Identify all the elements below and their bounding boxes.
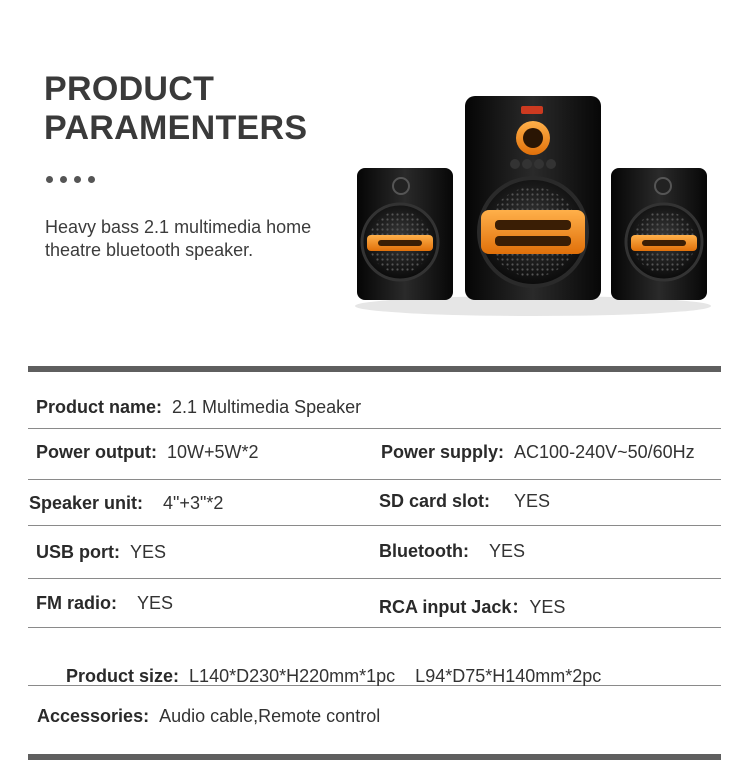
spec-value: 2.1 Multimedia Speaker	[172, 397, 362, 417]
spec-label: Bluetooth:	[379, 541, 469, 561]
spec-power-output	[36, 442, 259, 463]
title-line-2: PARAMENTERS	[44, 109, 308, 147]
spec-accessories	[37, 706, 380, 727]
spec-power-supply	[381, 442, 695, 463]
spec-table	[28, 366, 721, 760]
spec-rca-input	[379, 593, 565, 619]
spec-label: Accessories:	[37, 706, 150, 726]
spec-row	[28, 372, 721, 429]
dot-icon	[60, 176, 67, 183]
spec-value: L140*D230*H220mm*1pc L94*D75*H140mm*2pc	[189, 666, 602, 686]
spec-value: Audio cable,Remote control	[159, 706, 381, 726]
dot-icon	[74, 176, 81, 183]
spec-speaker-unit	[29, 493, 223, 514]
spec-value: 10W+5W*2	[166, 442, 259, 462]
spec-label: SD card slot:	[379, 491, 491, 511]
spec-label: RCA input Jack：	[379, 597, 530, 617]
dot-icon	[46, 176, 53, 183]
spec-bluetooth	[379, 541, 525, 562]
right-satellite-speaker	[611, 168, 707, 300]
spec-fm-radio	[36, 593, 173, 614]
spec-value: YES	[514, 491, 551, 511]
spec-value: YES	[130, 542, 167, 562]
page-title	[44, 70, 307, 148]
spec-value: YES	[488, 541, 526, 561]
spec-label: Product size:	[66, 666, 180, 686]
product-description: Heavy bass 2.1 multimedia home theatre bluetooth speaker.	[45, 217, 312, 260]
spec-value: AC100-240V~50/60Hz	[514, 442, 695, 462]
spec-label: Product name:	[36, 397, 163, 417]
spec-label: FM radio:	[36, 593, 117, 613]
spec-label: Power supply:	[381, 442, 505, 462]
spec-row	[28, 526, 721, 579]
title-line-1: PRODUCT	[44, 70, 215, 108]
spec-sd-card-slot	[379, 491, 550, 512]
spec-row	[28, 686, 721, 748]
spec-row	[28, 480, 721, 526]
spec-value: YES	[529, 597, 566, 617]
product-image	[345, 92, 720, 352]
spec-value: YES	[137, 593, 174, 613]
spec-row	[28, 579, 721, 628]
subwoofer	[465, 96, 601, 300]
spec-label: Power output:	[36, 442, 157, 462]
decorative-dots	[46, 176, 95, 183]
spec-row	[28, 628, 721, 686]
spec-usb-port	[36, 542, 166, 563]
spec-label: USB port:	[36, 542, 120, 562]
spec-row	[28, 429, 721, 480]
dot-icon	[88, 176, 95, 183]
spec-label: Speaker unit:	[29, 493, 144, 513]
spec-value: 4"+3"*2	[163, 493, 224, 513]
left-satellite-speaker	[357, 168, 453, 300]
spec-product-name	[36, 397, 361, 418]
